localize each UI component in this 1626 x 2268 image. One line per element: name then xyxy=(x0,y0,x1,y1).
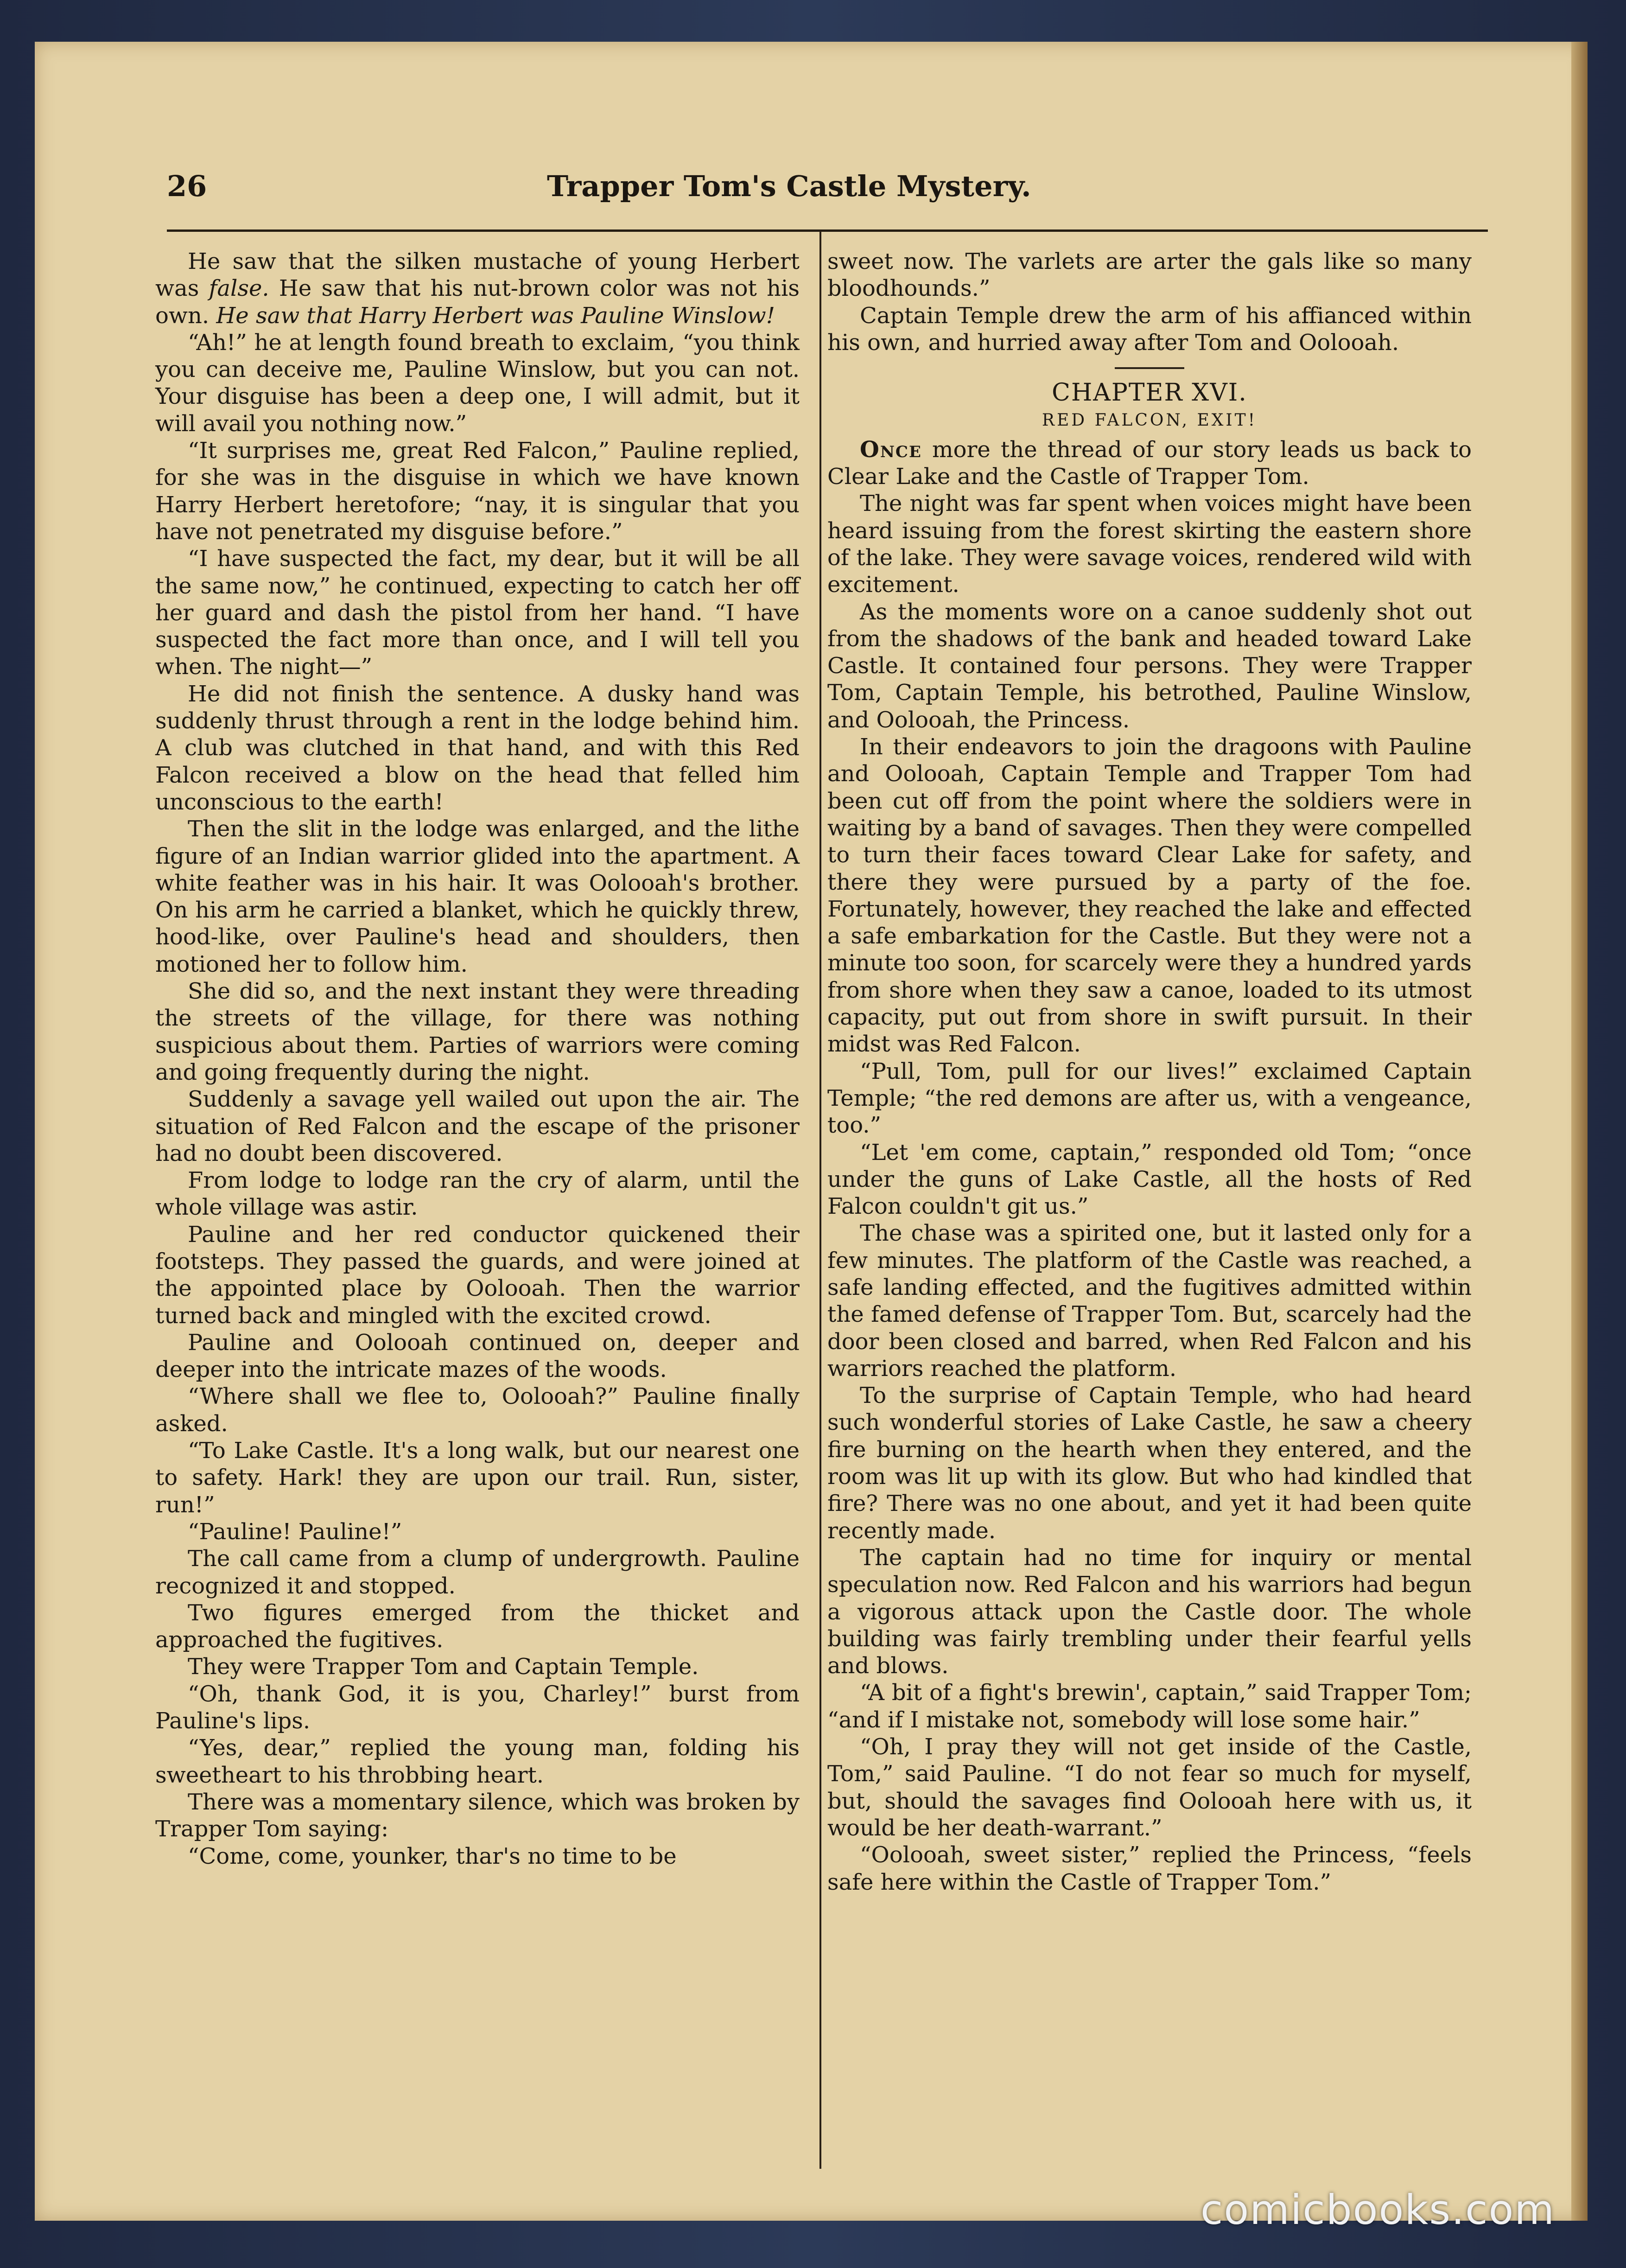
paragraph: “I have suspected the fact, my dear, but it will be all the same now,” he continued, expecting to catch her off her guard and dash the pistol from her hand. “I have suspected the fact more than once, and I will tell you when. The night—” xyxy=(155,546,800,680)
paragraph: “Oh, I pray they will not get inside of the Castle, Tom,” said Pauline. “I do not fear so much for myself, but, should the savages find Oolooah here with us, it would be her death-warrant.” xyxy=(827,1734,1472,1841)
column-divider xyxy=(819,231,821,2169)
paragraph: She did so, and the next instant they were threading the streets of the village, for there was nothing suspicious about them. Parties of warriors were coming and going frequently during the night. xyxy=(155,978,800,1085)
paragraph: “Oh, thank God, it is you, Charley!” burst from Pauline's lips. xyxy=(155,1681,800,1734)
paragraph: Pauline and her red conductor quickened their footsteps. They passed the guards, and were joined at the appointed place by Oolooah. Then the warrior turned back and mingled with the excited crowd. xyxy=(155,1221,800,1329)
paragraph: Then the slit in the lodge was enlarged, and the lithe figure of an Indian warrior glided into the apartment. A white feather was in his hair. It was Oolooah's brother. On his arm he carried a blanket, which he quickly threw, hood-like, over Pauline's head and shoulders, then motioned her to follow him. xyxy=(155,816,800,977)
watermark: comicbooks.com xyxy=(1200,2186,1556,2234)
page-spine-edge xyxy=(1571,42,1588,2221)
paragraph: “It surprises me, great Red Falcon,” Pauline replied, for she was in the disguise in which we have known Harry Herbert heretofore; “nay, it is singular that you have not penetrated my disguise before.” xyxy=(155,438,800,545)
paragraph: To the surprise of Captain Temple, who had heard such wonderful stories of Lake Castle, he saw a cheery fire burning on the hearth when they entered, and the room was lit up with its glow. But who had kindled that fire? There was no one about, and yet it had been quite recently made. xyxy=(827,1382,1472,1544)
paragraph: Two figures emerged from the thicket and approached the fugitives. xyxy=(155,1599,800,1653)
running-title: Trapper Tom's Castle Mystery. xyxy=(547,169,1031,203)
paragraph: In their endeavors to join the dragoons with Pauline and Oolooah, Captain Temple and Trapper Tom had been cut off from the point where the soldiers were in waiting by a band of savages. Then they were compelled to turn their faces toward Clear Lake for safety, and there they were pursued by a party of the foe. Fortunately, however, they reached the lake and effected a safe embarkation for the Castle. But they were not a minute too soon, for scarcely were they a hundred yards from shore when they saw a canoe, loaded to its utmost capacity, put out from shore in swift pursuit. In their midst was Red Falcon. xyxy=(827,734,1472,1058)
paragraph: “Pauline! Pauline!” xyxy=(188,1518,402,1545)
right-column xyxy=(827,248,1472,1896)
paragraph: Once more the thread of our story leads us back to Clear Lake and the Castle of Trapper Tom. xyxy=(827,436,1472,490)
paragraph: Suddenly a savage yell wailed out upon the air. The situation of Red Falcon and the escape of the prisoner had no doubt been discovered. xyxy=(155,1086,800,1166)
chapter-subtitle: RED FALCON, EXIT! xyxy=(1042,411,1258,430)
section-rule xyxy=(1115,367,1184,369)
paragraph: “Come, come, younker, thar's no time to be xyxy=(188,1843,677,1869)
paragraph: “Where shall we flee to, Oolooah?” Pauline finally asked. xyxy=(155,1383,800,1437)
chapter-title: CHAPTER XVI. xyxy=(1052,379,1247,407)
paragraph: “Ah!” he at length found breath to exclaim, “you think you can deceive me, Pauline Winslow, but you can not. Your disguise has been a deep one, I will admit, but it will avail you nothing now.” xyxy=(155,329,800,437)
paragraph: “Pull, Tom, pull for our lives!” exclaimed Captain Temple; “the red demons are after us, with a vengeance, too.” xyxy=(827,1058,1472,1139)
paragraph: The captain had no time for inquiry or mental speculation now. Red Falcon and his warriors had begun a vigorous attack upon the Castle door. The whole building was fairly trembling under their fearful yells and blows. xyxy=(827,1544,1472,1679)
paragraph: Captain Temple drew the arm of his affianced within his own, and hurried away after Tom and Oolooah. xyxy=(827,302,1472,356)
paragraph: The call came from a clump of undergrowth. Pauline recognized it and stopped. xyxy=(155,1546,800,1599)
paragraph: “Let 'em come, captain,” responded old Tom; “once under the guns of Lake Castle, all the hosts of Red Falcon couldn't git us.” xyxy=(827,1139,1472,1220)
paragraph: From lodge to lodge ran the cry of alarm, until the whole village was astir. xyxy=(155,1167,800,1221)
header-rule xyxy=(167,229,1488,232)
paragraph: “A bit of a fight's brewin', captain,” said Trapper Tom; “and if I mistake not, somebody will lose some hair.” xyxy=(827,1680,1472,1733)
left-column xyxy=(155,248,800,1870)
paragraph: “To Lake Castle. It's a long walk, but our nearest one to safety. Hark! they are upon our trail. Run, sister, run!” xyxy=(155,1438,800,1518)
paragraph: “Yes, dear,” replied the young man, folding his sweetheart to his throbbing heart. xyxy=(155,1735,800,1788)
paragraph: The night was far spent when voices might have been heard issuing from the forest skirting the eastern shore of the lake. They were savage voices, rendered wild with excitement. xyxy=(827,491,1472,598)
paragraph: “Oolooah, sweet sister,” replied the Princess, “feels safe here within the Castle of Trapper Tom.” xyxy=(827,1842,1472,1895)
chapter-lead-word: Once xyxy=(860,436,922,463)
paragraph: He did not finish the sentence. A dusky hand was suddenly thrust through a rent in the lodge behind him. A club was clutched in that hand, and with this Red Falcon received a blow on the head that felled him unconscious to the earth! xyxy=(155,681,800,815)
paragraph: They were Trapper Tom and Captain Temple. xyxy=(188,1654,699,1680)
paragraph: Pauline and Oolooah continued on, deeper and deeper into the intricate mazes of the woods. xyxy=(155,1329,800,1383)
paragraph: There was a momentary silence, which was broken by Trapper Tom saying: xyxy=(155,1789,800,1842)
page-number: 26 xyxy=(167,169,207,203)
paragraph: He saw that the silken mustache of young Herbert was false. He saw that his nut-brown color was not his own. He saw that Harry Herbert was Pauline Winslow! xyxy=(155,248,800,329)
paragraph: The chase was a spirited one, but it lasted only for a few minutes. The platform of the Castle was reached, a safe landing effected, and the fugitives admitted within the famed defense of Trapper Tom. But, scarcely had the door been closed and barred, when Red Falcon and his warriors reached the platform. xyxy=(827,1220,1472,1382)
paragraph: sweet now. The varlets are arter the gals like so many bloodhounds.” xyxy=(827,248,1472,302)
paragraph: As the moments wore on a canoe suddenly shot out from the shadows of the bank and headed toward Lake Castle. It contained four persons. They were Trapper Tom, Captain Temple, his betrothed, Pauline Winslow, and Oolooah, the Princess. xyxy=(827,599,1472,733)
